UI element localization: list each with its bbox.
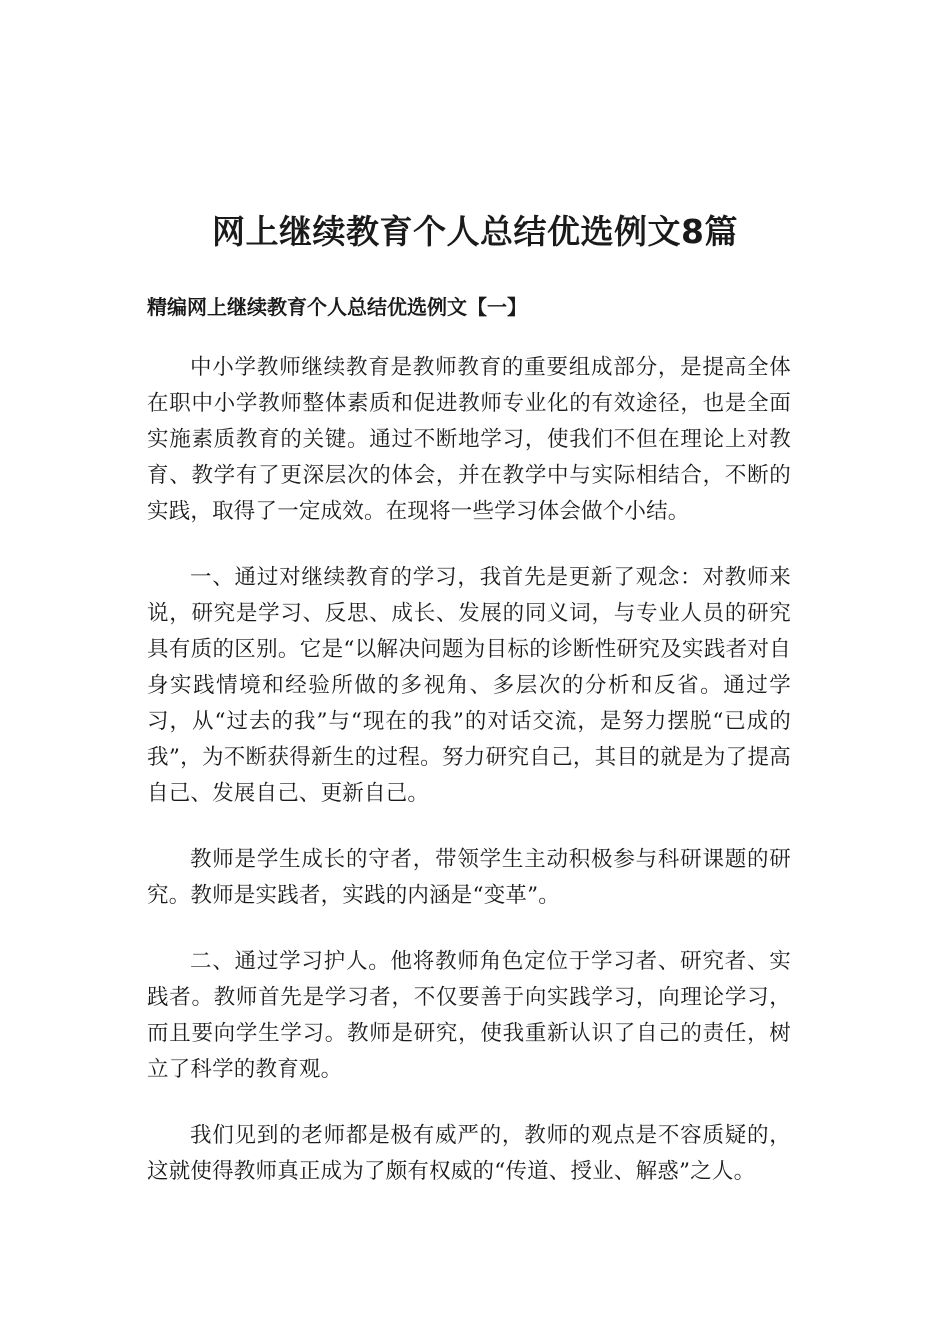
section-heading: 精编网上继续教育个人总结优选例文【一】 [147,295,527,319]
paragraph-1: 中小学教师继续教育是教师教育的重要组成部分，是提高全体在职中小学教师整体素质和促进教师专业化的有效途径，也是全面实施素质教育的关键。通过不断地学习，使我们不但在理论上对教育、教学有了更深层次的体会，并在教学中与实际相结合，不断的实践，取得了一定成效。在现将一些学习体会做个小结。 [147,355,791,524]
paragraph-4: 二、通过学习护人。他将教师角色定位于学习者、研究者、实践者。教师首先是学习者，不仅要善于向实践学习，向理论学习，而且要向学生学习。教师是研究，使我重新认识了自己的责任，树立了科学的教育观。 [147,949,791,1082]
paragraph-5: 我们见到的老师都是极有威严的，教师的观点是不容质疑的，这就使得教师真正成为了颇有权威的“传道、授业、解惑”之人。 [147,1123,791,1184]
document-title: 网上继续教育个人总结优选例文8篇 [212,212,738,251]
document-body [147,350,791,1220]
paragraph-3: 教师是学生成长的守者，带领学生主动积极参与科研课题的研究。教师是实践者，实践的内涵是“变革”。 [147,847,791,908]
paragraph-2: 一、通过对继续教育的学习，我首先是更新了观念：对教师来说，研究是学习、反思、成长、发展的同义词，与专业人员的研究具有质的区别。它是“以解决问题为目标的诊断性研究及实践者对自身实践情境和经验所做的多视角、多层次的分析和反省。通过学习，从“过去的我”与“现在的我”的对话交流，是努力摆脱“已成的我”，为不断获得新生的过程。努力研究自己，其目的就是为了提高自己、发展自己、更新自己。 [147,565,791,806]
